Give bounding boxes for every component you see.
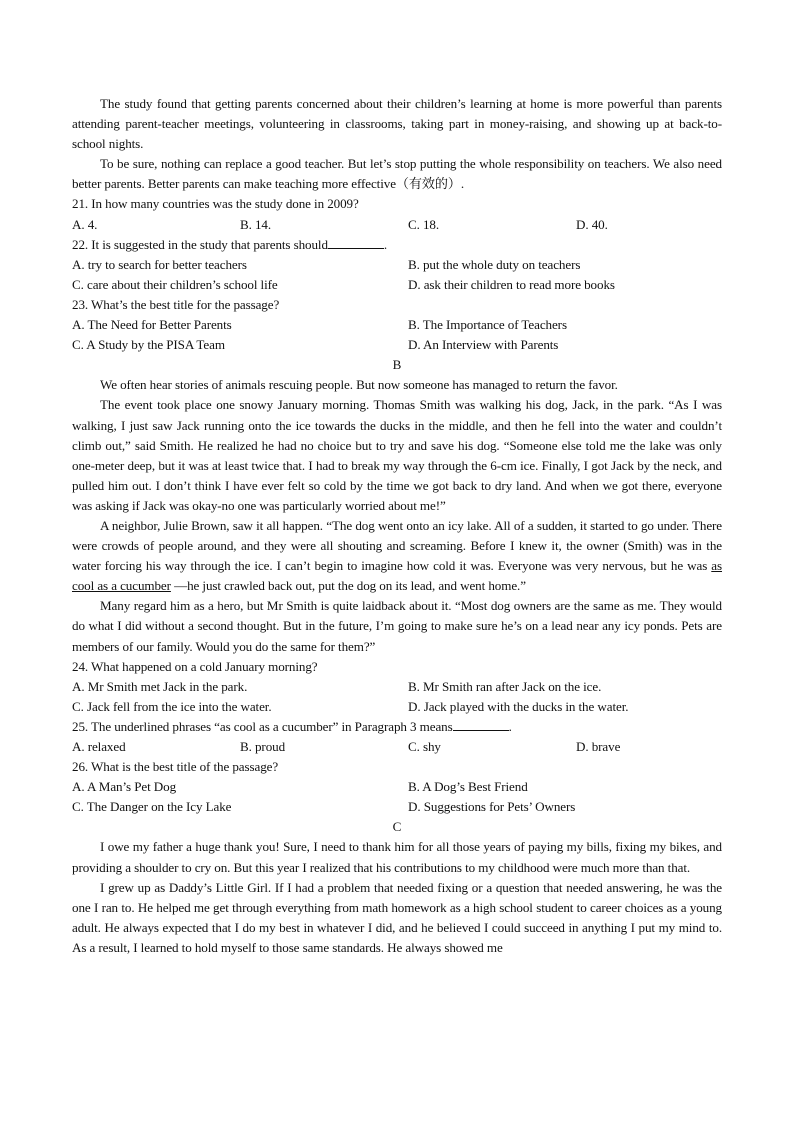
option-b: B. proud <box>240 739 286 754</box>
question-25-options <box>72 737 722 757</box>
option-c: C. A Study by the PISA Team <box>72 337 225 353</box>
option-a: A. Mr Smith met Jack in the park. <box>72 678 248 694</box>
option-c: C. The Danger on the Icy Lake <box>72 799 232 815</box>
option-d: D. 40. <box>576 216 608 232</box>
question-22-stem: 22. It is suggested in the study that parents should <box>72 236 328 252</box>
answer-blank <box>328 236 384 249</box>
question-26-options-row-2 <box>72 797 722 817</box>
option-c: C. care about their children’s school life <box>72 276 278 292</box>
option-c: C. 18. <box>408 216 440 232</box>
passage-b-paragraph-4: Many regard him as a hero, but Mr Smith is quite laidback about it. “Most dog owners are the same as me. They would do what I did without a second thought. But in the future, I’m going to make sure he’s on a lead near any icy ponds. Pets are members of our family. Would you do the same for them?” <box>72 598 722 654</box>
passage-b-paragraph-3 <box>72 516 722 596</box>
option-a: A. relaxed <box>72 739 126 754</box>
answer-blank <box>453 718 509 731</box>
paragraph-3-text-after: —he just crawled back out, put the dog on its lead, and went home.” <box>170 578 526 594</box>
option-a: A. A Man’s Pet Dog <box>72 779 177 795</box>
question-21-options <box>72 215 722 235</box>
worksheet-content <box>72 94 722 958</box>
option-a: A. 4. <box>72 216 98 232</box>
passage-c-paragraph-1: I owe my father a huge thank you! Sure, I need to thank him for all those years of paying my bills, fixing my bikes, and providing a shoulder to cry on. But this year I realized that his contributions to my childhood were much more than that. <box>72 839 722 875</box>
question-22-options-row-2 <box>72 275 722 295</box>
passage-a-paragraph-1: The study found that getting parents concerned about their children’s learning at home is more powerful than parents attending parent-teacher meetings, volunteering in classrooms, taking part in money-raising, and showing up at back-to-school nights. <box>72 96 722 152</box>
option-c: C. Jack fell from the ice into the water. <box>72 698 272 714</box>
option-d: D. ask their children to read more books <box>408 276 615 292</box>
option-b: B. A Dog’s Best Friend <box>408 779 528 795</box>
option-a: A. The Need for Better Parents <box>72 317 232 333</box>
question-24-stem: 24. What happened on a cold January morning? <box>72 658 318 674</box>
option-b: B. The Importance of Teachers <box>408 317 567 333</box>
option-d: D. Jack played with the ducks in the water. <box>408 698 629 714</box>
passage-a-paragraph-2: To be sure, nothing can replace a good teacher. But let’s stop putting the whole responsibility on teachers. We also need better parents. Better parents can make teaching more effective（有效的）. <box>72 156 722 192</box>
question-24-options-row-1 <box>72 677 722 697</box>
passage-c-paragraph-2: I grew up as Daddy’s Little Girl. If I had a problem that needed fixing or a question that needed answering, he was the one I ran to. He helped me get through everything from math homework as a high school student to career choices as a young adult. He always expected that I do my best in whatever I did, and he believed I could succeed in anything I put my mind to. As a result, I learned to hold myself to those same standards. He always showed me <box>72 879 722 955</box>
paragraph-3-text-before: A neighbor, Julie Brown, saw it all happen. “The dog went onto an icy lake. All of a sudden, it started to go under. There were crowds of people around, and they were all shouting and screaming. Before I knew it, the owner (Smith) was in the water forcing his way through the ice. I can’t begin to imagine how cold it was. Everyone was very nervous, but he was <box>72 517 722 574</box>
question-24-options-row-2 <box>72 697 722 717</box>
passage-b-paragraph-2: The event took place one snowy January morning. Thomas Smith was walking his dog, Jack, in the park. “As I was walking, I just saw Jack running onto the ice towards the ducks in the middle, and then he fell into the water and couldn’t climb out,” said Smith. He realized he had no choice but to try and save his dog. “Someone else told me the lake was only one-meter deep, but it was at least twice that. I had to break my way through the 6-cm ice. Finally, I got Jack by the neck, and pulled him out. I don’t think I have ever felt so cold by the time we got back to dry land. And when we got there, everyone was asking if Jack was okay-no one was particularly worried about me!” <box>72 397 722 513</box>
question-21-stem: 21. In how many countries was the study done in 2009? <box>72 196 359 212</box>
passage-b-paragraph-1: We often hear stories of animals rescuing people. But now someone has managed to return the favor. <box>100 377 618 393</box>
question-23-options-row-1 <box>72 315 722 335</box>
option-d: D. Suggestions for Pets’ Owners <box>408 799 576 815</box>
option-a: A. try to search for better teachers <box>72 256 247 272</box>
passage-c-heading: C <box>392 819 402 835</box>
passage-b-heading: B <box>392 357 402 373</box>
question-22-stem-line: 22. It is suggested in the study that parents should . <box>72 236 388 252</box>
question-25-stem-line: 25. The underlined phrases “as cool as a cucumber” in Paragraph 3 means . <box>72 718 512 734</box>
option-b: B. put the whole duty on teachers <box>408 256 581 272</box>
question-22-options-row-1 <box>72 255 722 275</box>
option-d: D. An Interview with Parents <box>408 337 559 353</box>
option-b: B. Mr Smith ran after Jack on the ice. <box>408 678 602 694</box>
question-26-stem: 26. What is the best title of the passage? <box>72 759 279 775</box>
option-b: B. 14. <box>240 216 272 232</box>
question-23-options-row-2 <box>72 335 722 355</box>
option-c: C. shy <box>408 739 441 754</box>
question-23-stem: 23. What’s the best title for the passage? <box>72 296 280 312</box>
underlined-phrase: as cool as a cucumber <box>72 558 722 594</box>
question-25-stem: 25. The underlined phrases “as cool as a cucumber” in Paragraph 3 means <box>72 718 453 734</box>
option-d: D. brave <box>576 739 621 754</box>
question-26-options-row-1 <box>72 777 722 797</box>
